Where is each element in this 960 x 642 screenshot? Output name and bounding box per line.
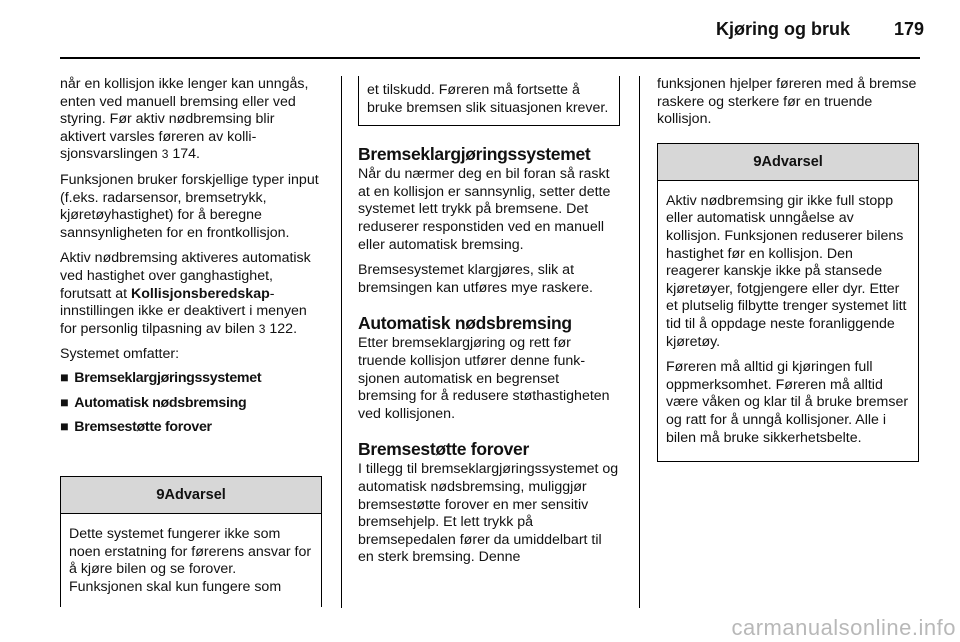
section-heading: Automatisk nødsbremsing <box>358 313 572 334</box>
warning-box-continued: et tilskudd. Føreren må fortsette å bruke bremsen slik situasjonen krever. <box>358 76 620 126</box>
warning-title: Advarsel <box>761 153 823 170</box>
reference-arrow-icon: 3 <box>161 147 169 162</box>
page-reference[interactable]: 122. <box>269 320 298 337</box>
paragraph: Etter bremseklargjøring og rett før truende kollisjon utfører denne funksjonen automatisk en begrenset bremsing for å redusere støthastigheten ved kollisjonen. <box>358 335 610 422</box>
list-item: ■ Bremsestøtte forover <box>60 419 212 436</box>
warning-icon: 9 <box>156 486 165 503</box>
paragraph: Funksjonen bruker forskjellige typer input (f.eks. radarsensor, bremsetrykk, kjøretøyhastighet) for å beregne sannsynligheten for en frontkollisjon. <box>60 171 319 241</box>
column-divider <box>639 76 640 608</box>
bullet-icon: ■ <box>60 369 69 386</box>
paragraph: Aktiv nødbremsing aktiveres automatisk ved hastighet over ganghastighet, forutsatt at Kollisjonsberedskap-innstillingen ikke er deaktivert i menyen for personlig tilpasning av bilen 3 122. <box>60 250 311 337</box>
warning-box <box>60 476 322 607</box>
warning-body <box>658 181 918 461</box>
section-heading: Bremsestøtte forover <box>358 439 529 460</box>
page-number: 179 <box>893 19 924 39</box>
column-1 <box>60 76 322 608</box>
warning-header <box>658 144 918 181</box>
bullet-icon: ■ <box>60 394 69 411</box>
page-header <box>0 0 960 60</box>
paragraph: Systemet omfatter: <box>60 346 180 363</box>
warning-icon: 9 <box>753 152 762 170</box>
warning-title: Advarsel <box>164 487 226 503</box>
column-2 <box>358 76 620 575</box>
page-reference[interactable]: 174. <box>172 146 201 163</box>
paragraph: Bremsesystemet klargjøres, slik at bremsingen kan utføres mye raskere. <box>358 262 593 296</box>
header-rule <box>60 57 920 59</box>
paragraph: I tillegg til bremseklargjøringssystemet og automatisk nødsbremsing, muliggjør bremsestøtte forover en mer sensitiv bremsehjelp. Et lett trykk på bremsepedalen fører da umiddelbart til en sterk bremsing. Denne <box>358 461 619 566</box>
page-title: Kjøring og bruk <box>716 19 850 39</box>
warning-text: Dette systemet fungerer ikke som noen erstatning for førerens ansvar for å kjøre bilen og se forover. Funksjonen skal kun fungere som <box>69 526 312 595</box>
watermark: carmanualsonline.info <box>731 615 956 640</box>
reference-arrow-icon: 3 <box>258 321 266 336</box>
list-item: ■ Automatisk nødsbremsing <box>60 394 247 411</box>
warning-text: Aktiv nødbremsing gir ikke full stopp eller automatisk unngåelse av kollisjon. Funksjonen reduserer bilens hastighet før en kollisjon. Den reagerer kanskje ikke på stansede kjøretøyer, fotgjengere eller dyr. Etter et plutselig filbytte trenger systemet litt tid til å oppdage neste foranliggende kjøretøy. <box>666 192 907 350</box>
list-item: ■ Bremseklargjøringssystemet <box>60 369 262 386</box>
column-divider <box>341 76 342 608</box>
bullet-list <box>60 370 322 437</box>
setting-name: Kollisjonsberedskap <box>130 285 270 302</box>
warning-box <box>657 143 919 462</box>
paragraph: når en kollisjon ikke lenger kan unngås, enten ved manuell bremsing eller ved styring. Før aktiv nødbremsing blir aktivert varsles føreren av kollisjonsvarslingen 3 174. <box>60 76 309 163</box>
section-heading: Bremseklargjøringssystemet <box>358 144 591 165</box>
paragraph: Når du nærmer deg en bil foran så raskt at en kollisjon er sannsynlig, setter dette systemet lett trykk på bremsene. Det reduserer responstiden ved en manuell eller automatisk bremsing. <box>358 166 611 253</box>
warning-text: Føreren må alltid gi kjøringen full oppmerksomhet. Føreren må alltid være våken og klar til å bruke bremser og ratt for å unngå kollisjoner. Alle i bilen må bruke sikkerhetsbelte. <box>666 359 909 446</box>
column-3 <box>657 76 919 462</box>
warning-header <box>61 477 321 514</box>
bullet-icon: ■ <box>60 419 69 436</box>
paragraph: funksjonen hjelper føreren med å bremse raskere og sterkere før en truende kollisjon. <box>657 76 917 128</box>
